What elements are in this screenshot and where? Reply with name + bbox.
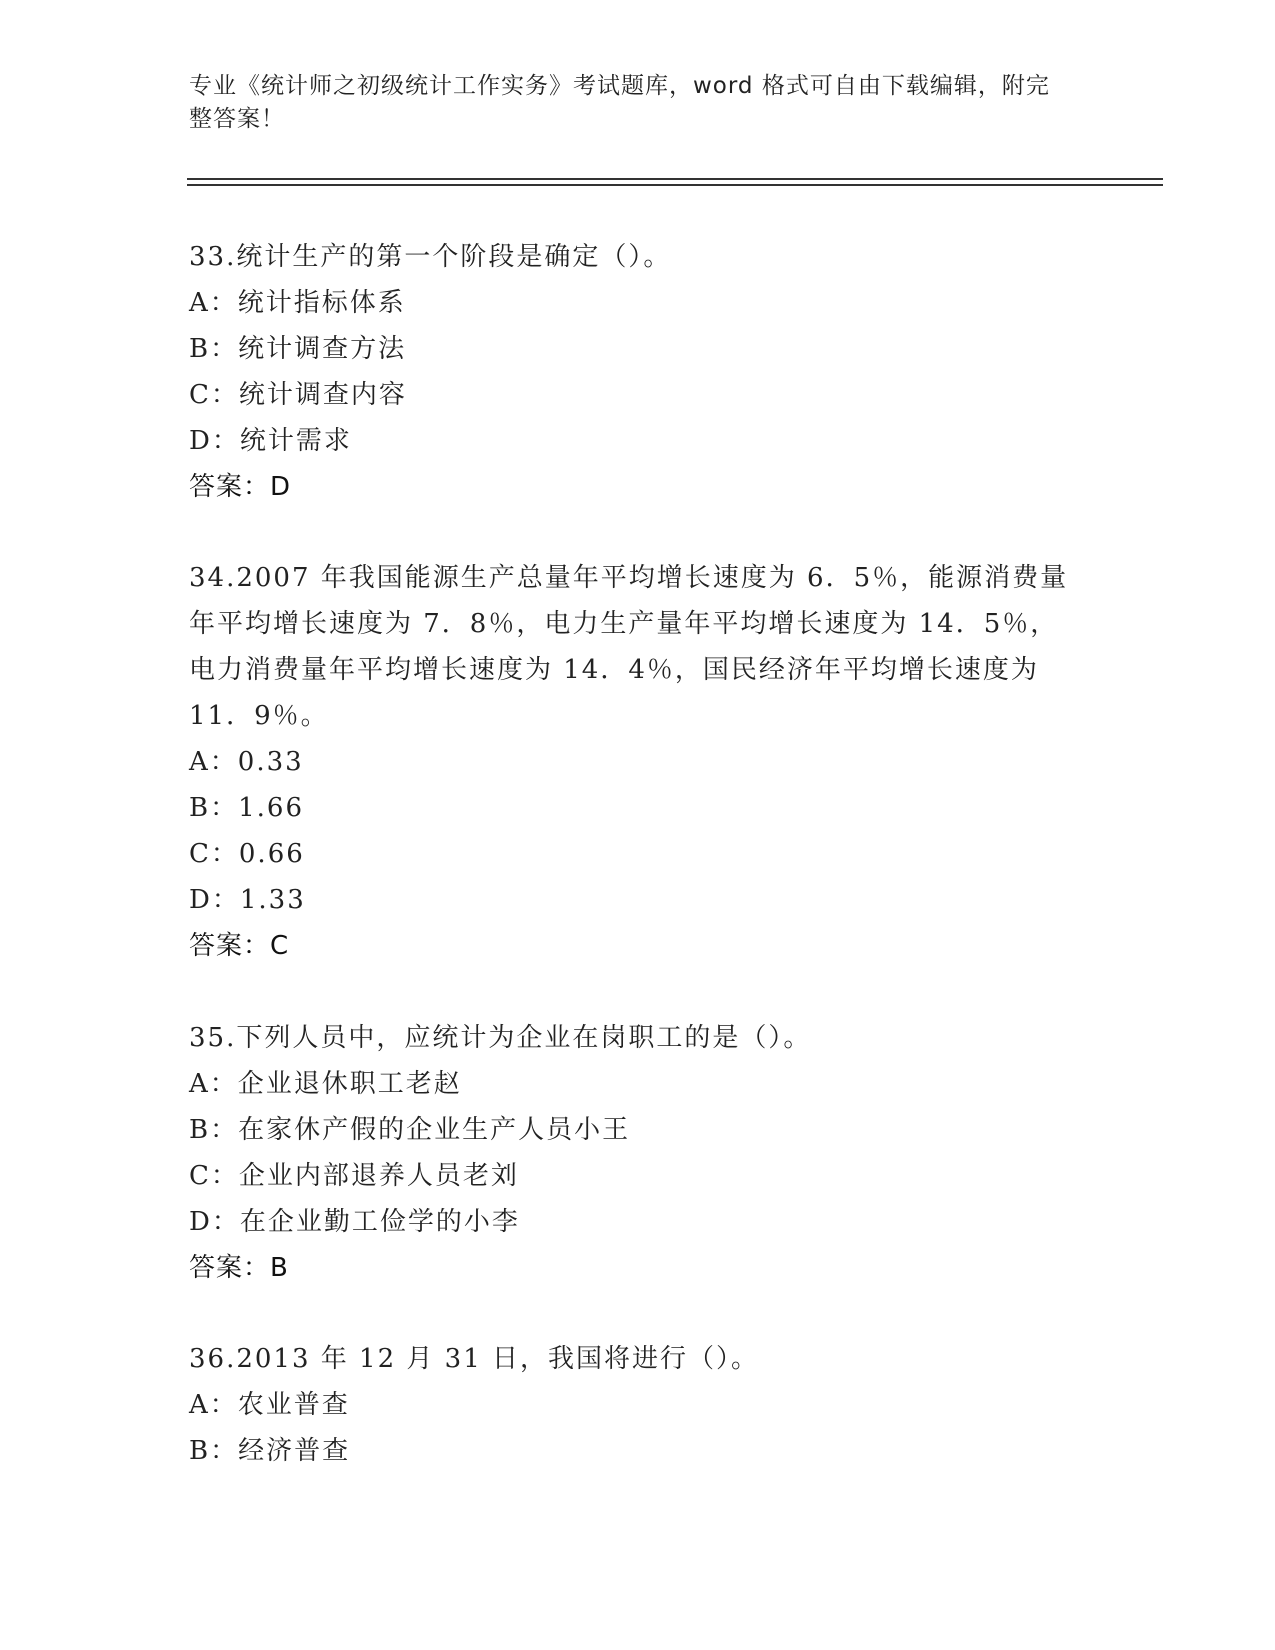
question-stem-line-2: 年平均增长速度为 7．8％，电力生产量年平均增长速度为 14．5％， bbox=[189, 609, 1059, 639]
question-stem-line-3: 电力消费量年平均增长速度为 14．4％，国民经济年平均增长速度为 bbox=[189, 655, 1039, 685]
answer-line: 答案：C bbox=[189, 931, 290, 961]
option-a: A：农业普查 bbox=[189, 1390, 350, 1420]
option-b: B：经济普查 bbox=[189, 1436, 351, 1466]
question-stem: 36.2013 年 12 月 31 日，我国将进行（）。 bbox=[189, 1344, 760, 1374]
question-33 bbox=[189, 234, 1089, 510]
header-divider-bottom bbox=[187, 184, 1163, 186]
option-c: C：统计调查内容 bbox=[189, 380, 407, 410]
option-b: B：统计调查方法 bbox=[189, 334, 407, 364]
header-line-1: 专业《统计师之初级统计工作实务》考试题库，word 格式可自由下载编辑，附完 bbox=[189, 73, 1050, 99]
option-d: D：统计需求 bbox=[189, 426, 352, 456]
option-a: A：0.33 bbox=[189, 747, 304, 777]
header-line-2: 整答案！ bbox=[189, 106, 285, 132]
option-c: C：企业内部退养人员老刘 bbox=[189, 1161, 519, 1191]
option-b: B：1.66 bbox=[189, 793, 304, 823]
question-stem-line-4: 11．9％。 bbox=[189, 701, 329, 731]
question-stem-line-1: 34.2007 年我国能源生产总量年平均增长速度为 6．5％，能源消费量 bbox=[189, 563, 1069, 593]
option-a: A：统计指标体系 bbox=[189, 288, 406, 318]
option-d: D：1.33 bbox=[189, 885, 306, 915]
question-34 bbox=[189, 555, 1089, 969]
header-divider-top bbox=[187, 178, 1163, 180]
answer-line: 答案：D bbox=[189, 472, 292, 502]
answer-line: 答案：B bbox=[189, 1253, 289, 1283]
question-stem: 35.下列人员中，应统计为企业在岗职工的是（）。 bbox=[189, 1023, 812, 1053]
option-d: D：在企业勤工俭学的小李 bbox=[189, 1207, 520, 1237]
question-35 bbox=[189, 1015, 1089, 1291]
option-b: B：在家休产假的企业生产人员小王 bbox=[189, 1115, 631, 1145]
option-c: C：0.66 bbox=[189, 839, 305, 869]
document-header bbox=[189, 70, 1089, 136]
question-36 bbox=[189, 1336, 1089, 1474]
option-a: A：企业退休职工老赵 bbox=[189, 1069, 462, 1099]
question-stem: 33.统计生产的第一个阶段是确定（）。 bbox=[189, 242, 672, 272]
